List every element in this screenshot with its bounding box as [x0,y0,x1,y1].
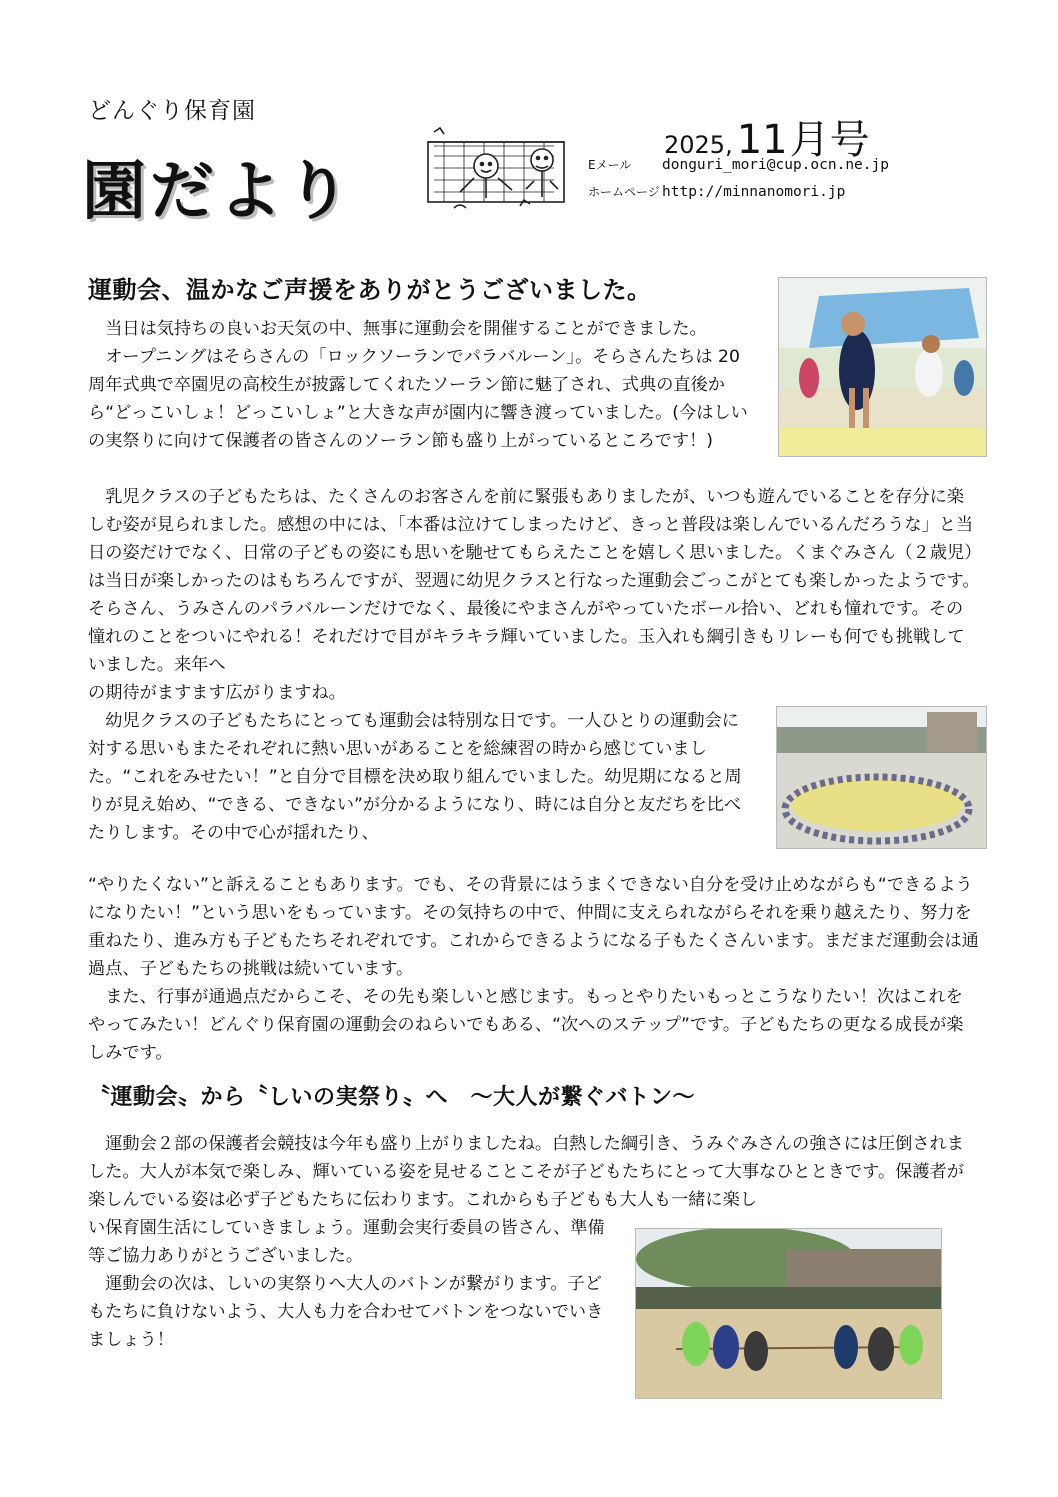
article1-block3 [88,679,748,847]
article1-block4 [88,871,980,1067]
email-label: Eメール [588,158,632,172]
school-name: どんぐり保育園 [88,98,256,124]
homepage-url[interactable]: http://minnanomori.jp [662,184,846,200]
contact-email [588,156,889,173]
issue-month: 11 [736,117,788,163]
email-address[interactable]: donguri_mori@cup.ocn.ne.jp [662,157,889,173]
paragraph: 当日は気持ちの良いお天気の中、無事に運動会を開催することができました。 [105,319,707,339]
photo-tug-of-war [635,1228,942,1399]
article1-block2 [88,483,980,679]
playground-illustration [424,126,574,216]
photo-tug-of-war-image [636,1229,941,1398]
issue-year: 2025, [664,131,733,159]
paragraph: また、行事が通過点だからこそ、その先も楽しいと感じます。もっとやりたいもっとこうなりたい！次はこれをやってみたい！どんぐり保育園の運動会のねらいでもある、“次へのステップ”です。子どもたちの更なる成長が楽しみです。 [88,987,964,1063]
paragraph: 乳児クラスの子どもたちは、たくさんのお客さんを前に緊張もありましたが、いつも遊んでいることを存分に楽しむ姿が見られました。感想の中には、「本番は泣けてしまったけど、きっと普段は楽しんでいるんだろうな」と当日の姿だけでなく、日常の子どもの姿にも思いを馳せてもらえたことを嬉しく思いました。くまぐみさん（２歳児）は当日が楽しかったのはもちろんですが、翌週に幼児クラスと行なった運動会ごっこがとても楽しかったようです。そらさん、うみさんのパラバルーンだけでなく、最後にやまさんがやっていたボール拾い、どれも憧れです。その憧れのことをついにやれる！それだけで目がキラキラ輝いていました。玉入れも綱引きもリレーも何でも挑戦していました。来年へ [88,487,980,675]
paragraph: “やりたくない”と訴えることもあります。でも、その背景にはうまくできない自分を受け止めながらも“できるようになりたい！”という思いをもっています。その気持ちの中で、仲間に支えられながらそれを乗り越えたり、努力を重ねたり、進み方も子どもたちそれぞれです。これからできるようになる子もたくさんいます。まだまだ運動会は通過点、子どもたちの挑戦は続いています。 [88,875,979,979]
article2-block1 [88,1130,980,1214]
contact-homepage [588,183,845,200]
paragraph: オープニングはそらさんの「ロックソーランでパラバルーン」。そらさんたちは 20 周年式典で卒園児の高校生が披露してくれたソーラン節に魅了され、式典の直後から“どっこいしょ！どっこいしょ”と大きな声が園内に響き渡っていました。(今はしいの実祭りに向けて保護者の皆さんのソーラン節も盛り上がっているところです！) [88,347,748,451]
paragraph: 運動会の次は、しいの実祭りへ大人のバトンが繋がります。子どもたちに負けないよう、大人も力を合わせてバトンをつないでいきましょう！ [88,1274,604,1350]
article2-block2 [88,1214,613,1354]
issue-suffix: 月号 [789,117,870,163]
paragraph: の期待がますます広がりますね。 [88,683,346,703]
article1-block1 [88,315,756,455]
photo-parachute-dance [778,277,987,457]
paragraph: 運動会２部の保護者会競技は今年も盛り上がりましたね。白熱した綱引き、うみぐみさんの強さには圧倒されました。大人が本気で楽しみ、輝いている姿を見せることこそが子どもたちにとって大事なひとときです。保護者が楽しんでいる姿は必ず子どもたちに伝わります。これからも子どもも大人も一緒に楽し [88,1134,964,1210]
paragraph: 幼児クラスの子どもたちにとっても運動会は特別な日です。一人ひとりの運動会に対する思いもまたそれぞれに熱い思いがあることを総練習の時から感じていました。“これをみせたい！”と自分で目標を決め取り組んでいました。幼児期になると周りが見え始め、“できる、できない”が分かるようになり、時には自分と友だちを比べたりします。その中で心が揺れたり、 [88,711,742,843]
photo-balloon-circle-image [777,707,986,848]
photo-parachute-dance-image [779,278,986,456]
article1-heading: 運動会、温かなご声援をありがとうございました。 [88,276,652,304]
paragraph: い保育園生活にしていきましょう。運動会実行委員の皆さん、準備等ご協力ありがとうございました。 [88,1218,605,1266]
newsletter-title: 園だより [82,155,354,229]
article2-heading: 〝運動会〟から〝しいの実祭り〟へ ～大人が繋ぐバトン～ [88,1085,696,1110]
photo-balloon-circle [776,706,987,849]
homepage-label: ホームページ [588,185,660,199]
